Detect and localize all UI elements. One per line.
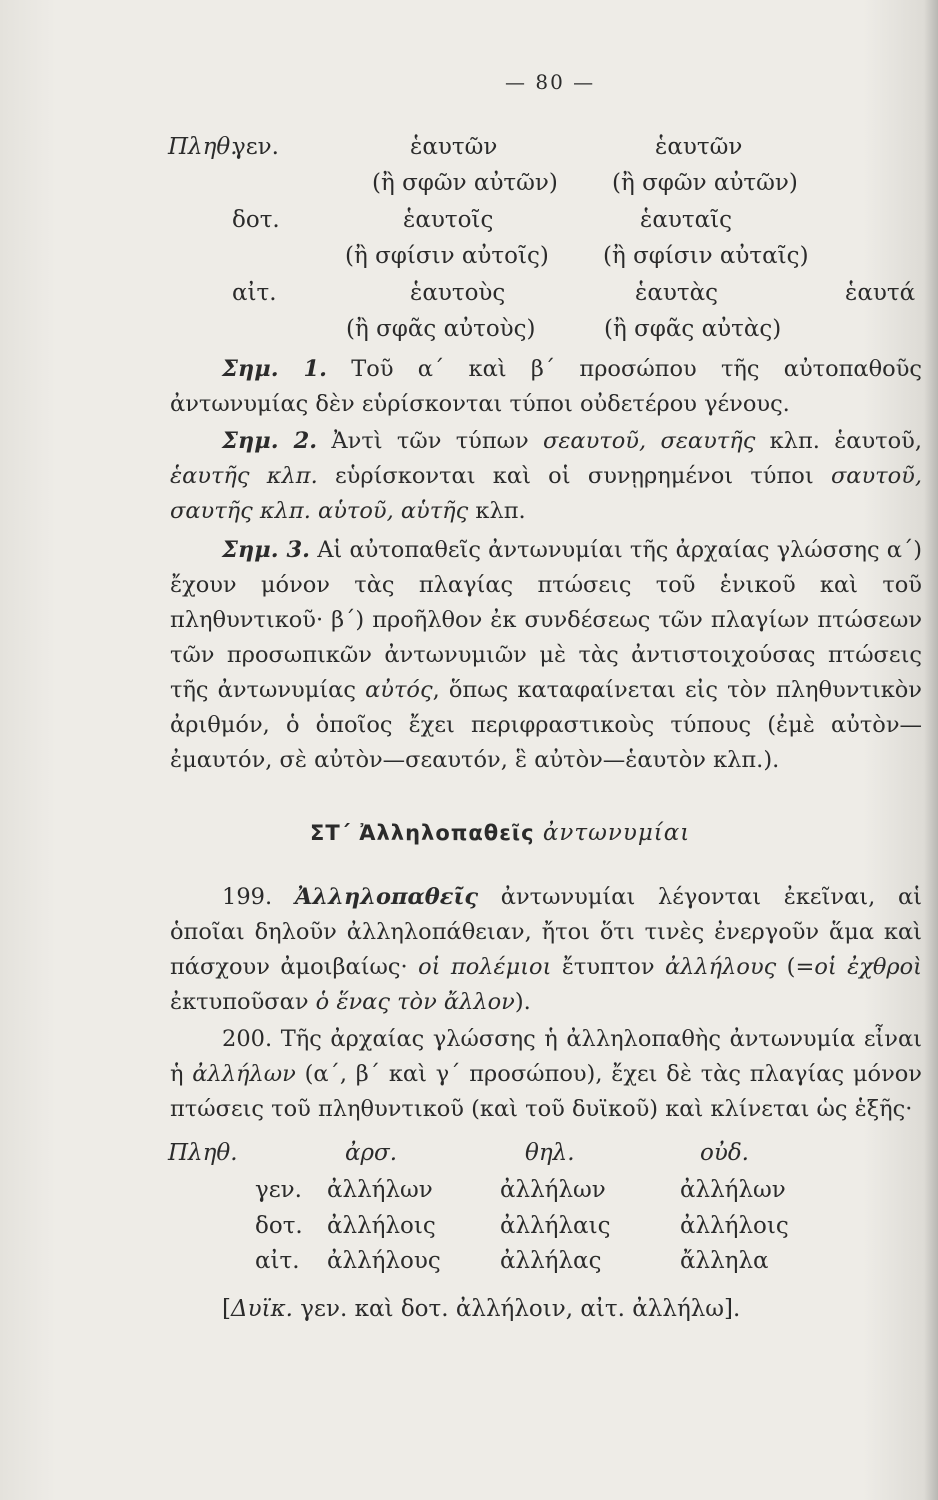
bracket: [	[222, 1296, 231, 1322]
cell-acc-fem-alt: (ἢ σφᾶς αὐτὰς)	[604, 316, 782, 342]
paragraph-text: Τῆς ἀρχαίας γλώσσης ἡ ἀλληλοπαθὴς ἀντωνυμία εἶναι ἡ	[170, 1026, 922, 1087]
cell-acc-masc-alt: (ἢ σφᾶς αὐτοὺς)	[346, 316, 536, 342]
note-1-text: Τοῦ α΄ καὶ β΄ προσώπου τῆς αὐτοπαθοῦς ἀντωνυμίας δὲν εὑρίσκονται τύποι οὐδετέρου γένους.	[170, 356, 922, 417]
note-1	[170, 352, 922, 422]
cell-dat-masc: ἀλλήλοις	[327, 1213, 436, 1239]
cell-gen-fem: ἀλλήλων	[500, 1177, 606, 1203]
term: Ἀλληλοπαθεῖς	[294, 884, 479, 910]
term: ἀλλήλων	[192, 1061, 296, 1087]
case-genitive: γεν.	[232, 134, 279, 160]
paragraph-200	[170, 1022, 922, 1127]
note-2-text: κλπ. ἑαυτοῦ,	[755, 428, 922, 454]
dual-forms-line	[222, 1296, 740, 1322]
dual-forms: γεν. καὶ δοτ. ἀλλήλοιν, αἰτ. ἀλλήλω].	[293, 1296, 741, 1322]
note-3-form: αὐτός	[365, 677, 433, 703]
note-3-text: Αἱ αὐτοπαθεῖς ἀντωνυμίαι τῆς ἀρχαίας γλώσσης α΄) ἔχουν μόνον τὰς πλαγίας πτώσεις τοῦ ἑνικοῦ καὶ τοῦ πληθυντικοῦ· β΄) προῆλθον ἐκ συνδέσεως τῶν πλαγίων πτώσεων τῶν προσωπικῶν ἀντωνυμιῶν μὲ τὰς ἀντιστοιχούσας πτώσεις τῆς ἀντωνυμίας	[170, 537, 922, 703]
note-3-text: , ὅπως καταφαίνεται εἰς τὸν πληθυντικὸν ἀριθμόν, ὁ ὁποῖος ἔχει περιφραστικοὺς τύπους (ἐμὲ αὐτὸν—ἐμαυτόν, σὲ αὐτὸν—σεαυτόν, ἓ αὐτὸν—ἑαυτὸν κλπ.).	[170, 677, 922, 773]
section-heading-subtitle: ἀντωνυμίαι	[534, 820, 691, 846]
note-2-form: σαυτοῦ, σαυτῆς κλπ. αὑτοῦ, αὑτῆς	[170, 463, 922, 524]
cell-gen-masc: ἀλλήλων	[327, 1177, 433, 1203]
note-2-form: ἑαυτῆς κλπ.	[170, 463, 318, 489]
case-accusative: αἰτ.	[255, 1248, 300, 1274]
note-2-text: κλπ.	[468, 498, 526, 524]
header-fem: θηλ.	[525, 1140, 575, 1166]
cell-acc-fem: ἀλλήλας	[500, 1248, 602, 1274]
paragraph-text: ).	[514, 989, 531, 1015]
cell-dat-masc-alt: (ἢ σφίσιν αὐτοῖς)	[345, 243, 549, 269]
page-edge-shadow	[924, 0, 938, 1500]
dual-label: Δυϊκ.	[230, 1296, 293, 1322]
case-dative: δοτ.	[232, 207, 280, 233]
page-number: — 80 —	[505, 70, 596, 94]
note-2-text: Ἀντὶ τῶν τύπων	[331, 428, 543, 454]
cell-gen-fem: ἑαυτῶν	[655, 134, 743, 160]
cell-acc-neut: ἄλληλα	[680, 1248, 769, 1274]
note-2	[170, 424, 922, 529]
header-neut: οὐδ.	[700, 1140, 749, 1166]
note-2-label: Σημ. 2.	[222, 428, 318, 454]
cell-dat-fem-alt: (ἢ σφίσιν αὐταῖς)	[603, 243, 809, 269]
note-2-text: εὑρίσκονται καὶ οἱ συνῃρημένοι τύποι	[317, 463, 831, 489]
cell-dat-fem: ἑαυταῖς	[640, 207, 733, 233]
cell-acc-fem: ἑαυτὰς	[635, 280, 718, 306]
paragraph-text: ἔτυπτον	[551, 954, 665, 980]
cell-acc-masc: ἀλλήλους	[327, 1248, 441, 1274]
example: ἀλλήλους	[664, 954, 777, 980]
cell-gen-masc: ἑαυτῶν	[410, 134, 498, 160]
header-masc: ἀρσ.	[345, 1140, 398, 1166]
paragraph-number: 199.	[222, 884, 273, 910]
plural-label: Πληθ.	[168, 134, 238, 160]
note-3-label: Σημ. 3.	[222, 537, 310, 563]
plural-label: Πληθ.	[168, 1140, 238, 1166]
cell-gen-fem-alt: (ἢ σφῶν αὐτῶν)	[612, 170, 798, 196]
cell-acc-masc: ἑαυτοὺς	[410, 280, 506, 306]
note-3	[170, 533, 922, 778]
note-2-form: σεαυτοῦ, σεαυτῆς	[543, 428, 756, 454]
section-heading	[310, 820, 690, 846]
cell-dat-fem: ἀλλήλαις	[500, 1213, 611, 1239]
cell-dat-masc: ἑαυτοῖς	[403, 207, 494, 233]
case-accusative: αἰτ.	[232, 280, 277, 306]
cell-gen-masc-alt: (ἢ σφῶν αὐτῶν)	[372, 170, 558, 196]
example: οἱ πολέμιοι	[418, 954, 552, 980]
cell-acc-neut: ἑαυτά	[845, 280, 916, 306]
paragraph-199	[170, 880, 922, 1020]
paragraph-text: ἐκτυποῦσαν	[170, 989, 316, 1015]
example: ὁ ἕνας τὸν ἄλλον	[315, 989, 515, 1015]
note-1-label: Σημ. 1.	[222, 356, 328, 382]
example: οἱ ἐχθροὶ	[814, 954, 922, 980]
paragraph-text: (α΄, β΄ καὶ γ΄ προσώπου), ἔχει δὲ τὰς πλαγίας μόνον πτώσεις τοῦ πληθυντικοῦ (καὶ τοῦ δυϊκοῦ) καὶ κλίνεται ὡς ἑξῆς·	[170, 1061, 922, 1122]
cell-dat-neut: ἀλλήλοις	[680, 1213, 789, 1239]
section-heading-title: ΣΤ΄ Ἀλληλοπαθεῖς	[310, 821, 535, 845]
paragraph-number: 200.	[222, 1026, 273, 1052]
cell-gen-neut: ἀλλήλων	[680, 1177, 786, 1203]
case-dative: δοτ.	[255, 1213, 303, 1239]
paragraph-text: (=	[776, 954, 815, 980]
case-genitive: γεν.	[255, 1177, 302, 1203]
paragraph-text: ἀντωνυμίαι λέγονται ἐκεῖναι, αἱ ὁποῖαι δηλοῦν ἀλληλοπάθειαν, ἤτοι ὅτι τινὲς ἐνεργοῦν ἅμα καὶ πάσχουν ἀμοιβαίως·	[170, 884, 922, 980]
